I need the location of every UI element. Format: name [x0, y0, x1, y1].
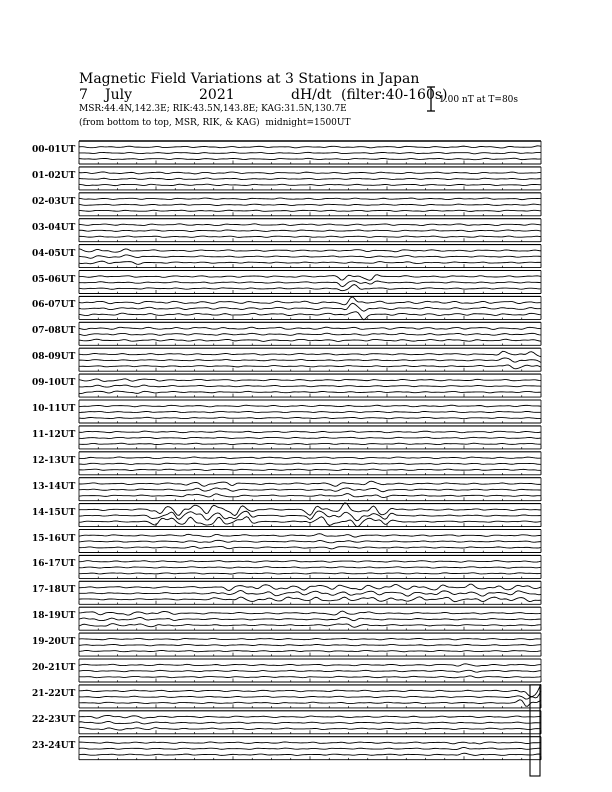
trace-MSR — [79, 236, 541, 237]
trace-RIK — [79, 411, 541, 412]
trace-KAG — [79, 457, 541, 459]
trace-MSR — [79, 184, 541, 185]
trace-MSR — [79, 443, 541, 444]
row-label: 14-15UT — [32, 507, 76, 518]
trace-RIK — [79, 437, 541, 438]
trace-KAG — [79, 561, 541, 563]
trace-MSR — [79, 753, 541, 755]
trace-RIK — [79, 385, 541, 387]
trace-MSR — [79, 676, 541, 678]
trace-RIK — [79, 152, 541, 154]
panel-09-10UT — [79, 374, 541, 397]
row-label: 15-16UT — [32, 533, 76, 544]
panel-16-17UT — [79, 555, 541, 578]
trace-RIK — [79, 463, 541, 464]
row-label: 09-10UT — [32, 378, 76, 389]
panel-21-22UT — [79, 684, 541, 708]
panel-17-18UT — [79, 581, 541, 604]
order-note: (from bottom to top, MSR, RIK, & KAG) — [79, 118, 260, 128]
trace-RIK — [79, 204, 541, 205]
row-label: 01-02UT — [32, 170, 76, 181]
panel-20-21UT — [79, 659, 541, 682]
midnight-note: midnight=1500UT — [265, 118, 351, 128]
trace-KAG — [79, 172, 541, 174]
trace-RIK — [79, 590, 541, 596]
trace-MSR — [79, 573, 541, 574]
trace-KAG — [79, 715, 541, 718]
row-label: 04-05UT — [32, 248, 76, 259]
panel-00-01UT — [79, 141, 541, 164]
row-label: 20-21UT — [32, 663, 76, 673]
panel-06-07UT — [79, 296, 541, 319]
row-label: 05-06UT — [32, 274, 76, 285]
row-label: 10-11UT — [32, 404, 76, 414]
row-label: 11-12UT — [32, 429, 76, 440]
row-label: 22-23UT — [32, 714, 76, 725]
trace-RIK — [79, 255, 541, 258]
panel-01-02UT — [79, 167, 541, 190]
panel-23-24UT — [79, 737, 541, 760]
row-label: 17-18UT — [32, 585, 76, 596]
panel-13-14UT — [79, 478, 541, 501]
panel-05-06UT — [79, 271, 541, 294]
trace-KAG — [79, 327, 541, 329]
row-label: 23-24UT — [32, 740, 76, 751]
trace-KAG — [79, 503, 541, 516]
trace-KAG — [79, 638, 541, 639]
month-label: July — [105, 87, 133, 103]
trace-KAG — [79, 481, 541, 486]
row-label: 06-07UT — [32, 300, 76, 311]
row-label: 07-08UT — [32, 326, 76, 337]
trace-RIK — [79, 230, 541, 232]
panel-18-19UT — [79, 607, 541, 630]
scale-bar-label: 1.00 nT at T=80s — [439, 95, 519, 105]
trace-KAG — [79, 664, 541, 666]
trace-MSR — [79, 210, 541, 211]
trace-KAG — [79, 351, 541, 356]
row-label: 19-20UT — [32, 637, 76, 648]
trace-MSR — [79, 417, 541, 418]
row-label: 13-14UT — [32, 481, 76, 492]
row-label: 02-03UT — [32, 196, 76, 207]
trace-RIK — [79, 691, 541, 699]
trace-MSR — [79, 285, 541, 291]
trace-RIK — [79, 567, 541, 568]
trace-RIK — [79, 178, 541, 179]
trace-RIK — [79, 670, 541, 672]
row-label: 18-19UT — [32, 611, 76, 622]
quantity-label: dH/dt — [291, 87, 332, 103]
year-label: 2021 — [199, 87, 235, 103]
trace-RIK — [79, 747, 541, 749]
trace-MSR — [79, 546, 541, 548]
panel-15-16UT — [79, 530, 541, 553]
row-label: 08-09UT — [32, 352, 76, 363]
trace-KAG — [79, 297, 541, 305]
row-label: 03-04UT — [32, 222, 76, 233]
panel-03-04UT — [79, 219, 541, 242]
trace-KAG — [79, 584, 541, 590]
panel-11-12UT — [79, 426, 541, 449]
trace-KAG — [79, 249, 541, 252]
trace-RIK — [79, 488, 541, 492]
filter-label: (filter:40-160s) — [341, 87, 448, 103]
event-scale-box — [530, 685, 540, 776]
trace-RIK — [79, 303, 541, 311]
trace-KAG — [79, 198, 541, 200]
trace-MSR — [79, 469, 541, 470]
panel-07-08UT — [79, 322, 541, 345]
panel-04-05UT — [79, 245, 541, 268]
panel-22-23UT — [79, 711, 541, 734]
trace-KAG — [79, 534, 541, 537]
trace-MSR — [79, 494, 541, 498]
panel-19-20UT — [79, 633, 541, 656]
trace-RIK — [79, 358, 541, 362]
trace-KAG — [79, 684, 541, 697]
trace-KAG — [79, 379, 541, 382]
trace-RIK — [79, 333, 541, 335]
trace-MSR — [79, 339, 541, 341]
trace-RIK — [79, 281, 541, 287]
trace-KAG — [79, 405, 541, 407]
trace-KAG — [79, 431, 541, 433]
trace-RIK — [79, 644, 541, 645]
stations-line: MSR:44.4N,142.3E; RIK:43.5N,143.8E; KAG:31.5N,130.7E — [79, 104, 347, 114]
day-label: 7 — [79, 87, 88, 103]
trace-RIK — [79, 617, 541, 620]
panel-10-11UT — [79, 400, 541, 423]
panel-14-15UT — [79, 503, 541, 527]
panel-08-09UT — [79, 348, 541, 371]
panels — [79, 141, 541, 776]
chart-title: Magnetic Field Variations at 3 Stations in Japan — [79, 71, 420, 87]
trace-MSR — [79, 261, 541, 264]
trace-RIK — [79, 540, 541, 543]
row-label: 21-22UT — [32, 688, 76, 699]
trace-MSR — [79, 391, 541, 393]
trace-RIK — [79, 721, 541, 724]
panel-12-13UT — [79, 452, 541, 475]
trace-KAG — [79, 146, 541, 148]
trace-MSR — [79, 727, 541, 730]
trace-KAG — [79, 742, 541, 744]
row-label: 12-13UT — [32, 455, 76, 466]
row-label: 16-17UT — [32, 559, 76, 570]
row-label: 00-01UT — [32, 145, 76, 155]
trace-KAG — [79, 611, 541, 615]
trace-MSR — [79, 158, 541, 160]
trace-KAG — [79, 275, 541, 281]
trace-RIK — [79, 511, 541, 520]
trace-MSR — [79, 650, 541, 651]
trace-KAG — [79, 224, 541, 226]
panel-02-03UT — [79, 193, 541, 216]
